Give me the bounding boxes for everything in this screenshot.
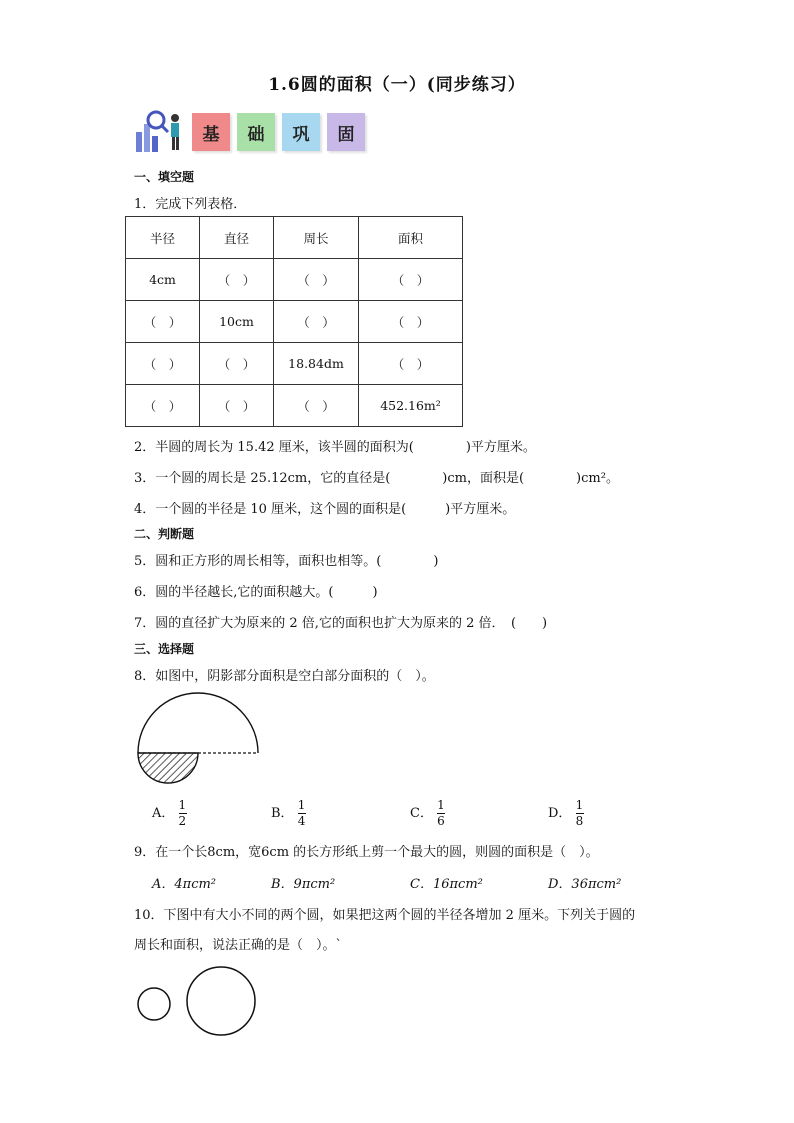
q8-option-c[interactable] [410, 799, 445, 828]
table-cell: （ ） [274, 259, 359, 301]
table-cell: （ ） [200, 343, 274, 385]
fraction [576, 799, 584, 828]
q9-option-c[interactable]: C．16πcm² [410, 877, 483, 892]
table-cell: （ ） [359, 259, 463, 301]
table-cell: 18.84dm [274, 343, 359, 385]
option-label: D． [548, 806, 572, 821]
table-cell: （ ） [200, 259, 274, 301]
numerator: 1 [297, 798, 306, 812]
numerator: 1 [575, 798, 584, 812]
table-cell: 4cm [126, 259, 200, 301]
table-header-cell: 直径 [200, 217, 274, 259]
table-cell: （ ） [274, 385, 359, 427]
table-cell: （ ） [126, 343, 200, 385]
q8-option-b[interactable] [271, 799, 306, 828]
question-9: 9．在一个长8cm，宽6cm 的长方形纸上剪一个最大的圆，则圆的面积是（ ）。 [134, 845, 599, 860]
question-4: 4．一个圆的半径是 10 厘米，这个圆的面积是( )平方厘米。 [134, 502, 516, 517]
question-7: 7．圆的直径扩大为原来的 2 倍,它的面积也扩大为原来的 2 倍． ( ) [134, 616, 548, 631]
question-8: 8．如图中，阴影部分面积是空白部分面积的（ ）。 [134, 669, 435, 684]
table-header-cell: 周长 [274, 217, 359, 259]
banner-tile-1: 基 [192, 113, 230, 151]
q8-figure [134, 692, 264, 792]
denominator: 2 [178, 814, 187, 828]
table-cell: （ ） [274, 301, 359, 343]
q9-option-b[interactable]: B．9πcm² [271, 877, 336, 892]
table-cell: （ ） [359, 301, 463, 343]
option-label: B． [271, 806, 294, 821]
table-cell: （ ） [126, 385, 200, 427]
table-cell: 10cm [200, 301, 274, 343]
question-3: 3．一个圆的周长是 25.12cm，它的直径是( )cm，面积是( )cm²。 [134, 471, 619, 486]
numerator: 1 [437, 798, 445, 812]
q8-option-a[interactable] [152, 799, 187, 828]
table-header-cell: 面积 [359, 217, 463, 259]
denominator: 4 [297, 814, 306, 828]
table-row [126, 385, 463, 427]
question-10-line-2: 周长和面积，说法正确的是（ ）。` [134, 938, 343, 953]
denominator: 6 [437, 814, 445, 828]
fraction [179, 799, 187, 828]
option-label: A． [152, 806, 175, 821]
banner-tile-3: 巩 [282, 113, 320, 151]
option-label: C． [410, 806, 433, 821]
q9-option-a[interactable]: A．4πcm² [152, 877, 217, 892]
small-circle [138, 988, 170, 1020]
denominator: 8 [575, 814, 584, 828]
section-choice-heading: 三、选择题 [134, 642, 195, 656]
chart-icon [134, 108, 190, 158]
large-circle [187, 967, 255, 1035]
table-cell: （ ） [200, 385, 274, 427]
table-cell: 452.16m² [359, 385, 463, 427]
fraction [298, 799, 306, 828]
q1-table [125, 216, 463, 427]
q9-option-d[interactable]: D．36πcm² [548, 877, 622, 892]
section-banner [134, 108, 384, 158]
banner-tile-4: 固 [327, 113, 365, 151]
table-row [126, 259, 463, 301]
table-row [126, 301, 463, 343]
table-header-row [126, 217, 463, 259]
question-10-line-1: 10．下图中有大小不同的两个圆，如果把这两个圆的半径各增加 2 厘米。下列关于圆的 [134, 908, 636, 923]
table-header-cell: 半径 [126, 217, 200, 259]
page-title: 1.6圆的面积（一）(同步练习） [268, 75, 526, 95]
fraction [437, 799, 445, 828]
section-judge-heading: 二、判断题 [134, 527, 195, 541]
table-cell: （ ） [126, 301, 200, 343]
table-row [126, 343, 463, 385]
question-5: 5．圆和正方形的周长相等，面积也相等。( ) [134, 554, 439, 569]
section-fill-heading: 一、填空题 [134, 170, 195, 184]
question-6: 6．圆的半径越长,它的面积越大。( ) [134, 585, 378, 600]
q10-figure [134, 964, 264, 1040]
question-2: 2．半圆的周长为 15.42 厘米，该半圆的面积为( )平方厘米。 [134, 440, 536, 455]
numerator: 1 [178, 798, 187, 812]
q8-option-d[interactable] [548, 799, 584, 828]
question-1: 1．完成下列表格． [134, 197, 247, 212]
banner-tile-2: 础 [237, 113, 275, 151]
table-cell: （ ） [359, 343, 463, 385]
